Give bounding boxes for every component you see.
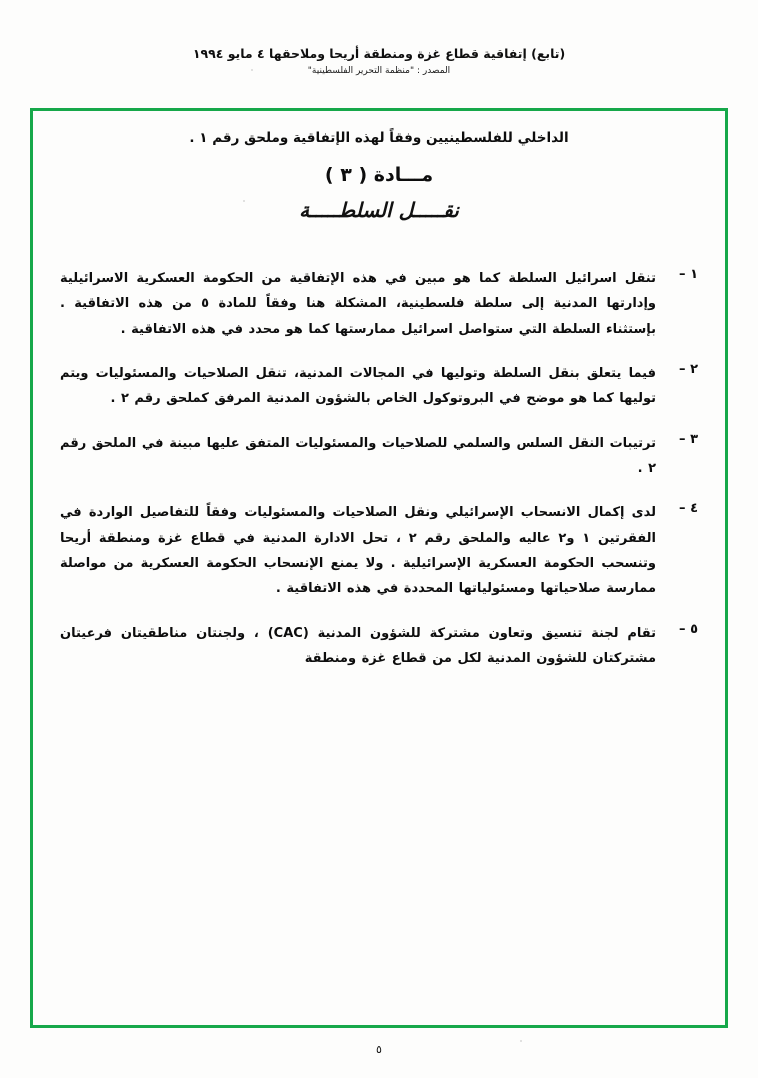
clause-text: ترتيبات النقل السلس والسلمي للصلاحيات والمسئوليات المتفق عليها مبينة في الملحق رقم ٢ .	[60, 435, 656, 477]
article-subtitle: نقـــــل السلطـــــة	[299, 198, 459, 222]
scan-speck	[251, 69, 253, 71]
clause-text: تقام لجنة تنسيق وتعاون مشتركة للشؤون المدنية (CAC) ، ولجنتان مناطقيتان فرعيتان مشتركتان للشؤون المدنية لكل من قطاع غزة ومنطقة	[60, 625, 656, 667]
header-title: (تابع) إتفاقية قطاع غزة ومنطقة أريحا وملاحقها ٤ مايو ١٩٩٤	[192, 46, 566, 61]
page-footer	[0, 1043, 758, 1056]
clause-item	[60, 431, 698, 482]
clause-number: ٥ –	[679, 621, 698, 637]
clause-number: ٣ –	[679, 431, 698, 447]
article-title: مـــادة ( ٣ )	[324, 164, 434, 186]
clause-text: لدى إكمال الانسحاب الإسرائيلي ونقل الصلاحيات والمسئوليات وفقاً للتفاصيل الواردة في الفقرتين ١ و٢ عاليه والملحق رقم ٢ ، تحل الادارة المدنية في قطاع غزة ومنطقة أريحا وتنسحب الحكومة العسكرية الإسرائيلية . ولا يمنع الإنسحاب الحكومة العسكرية من مواصلة ممارسة صلاحياتها ومسئولياتها المحددة في هذه الاتفاقية .	[60, 505, 656, 597]
clause-item	[60, 621, 698, 672]
page-header	[0, 46, 758, 76]
clause-item	[60, 361, 698, 412]
scan-speck	[520, 1040, 522, 1042]
scan-speck	[243, 200, 245, 202]
clause-item	[60, 500, 698, 601]
clause-item	[60, 266, 698, 342]
clause-number: ١ –	[679, 267, 698, 282]
lead-line: الداخلي للفلسطينيين وفقاً لهذه الإتفاقية وملحق رقم ١ .	[189, 130, 569, 146]
clause-text: تنقل اسرائيل السلطة كما هو مبين في هذه الإتفاقية من الحكومة العسكرية الاسرائيلية وإدارتها المدنية إلى سلطة فلسطينية، المشكلة هنا وفقاً للمادة ٥ من هذه الاتفاقية . بإستثناء السلطة التي ستواصل اسرائيل ممارستها كما هو محدد في هذه الاتفاقية .	[60, 271, 656, 337]
clause-number: ٢ –	[679, 362, 698, 378]
document-content	[60, 130, 698, 690]
clause-number: ٤ –	[679, 501, 698, 517]
header-source: المصدر : "منظمة التحرير الفلسطينية"	[307, 66, 451, 76]
clause-list	[60, 266, 698, 671]
page-number: ٥	[376, 1043, 382, 1056]
clause-text: فيما يتعلق بنقل السلطة وتوليها في المجالات المدنية، تنقل الصلاحيات والمسئوليات ويتم توليها كما هو موضح في البروتوكول الخاص بالشؤون المدنية المرفق كملحق رقم ٢ .	[60, 366, 656, 407]
